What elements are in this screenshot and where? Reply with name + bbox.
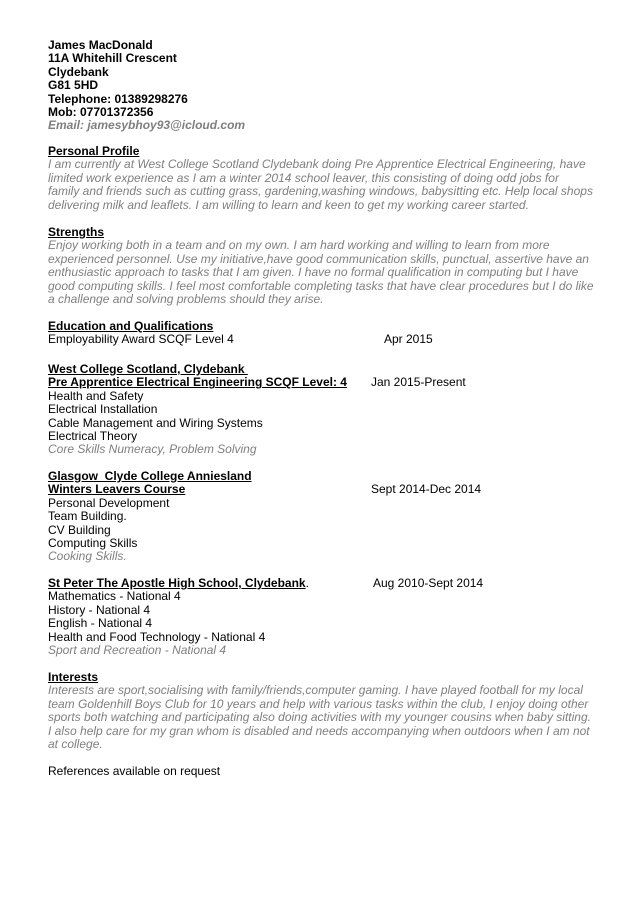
stp-item-last: Sport and Recreation - National 4 — [48, 642, 227, 657]
contact-telephone: Telephone: 01389298276 — [48, 91, 188, 106]
education-section — [48, 320, 596, 347]
strengths-line: a challenge and solving problems should they arise. — [48, 291, 324, 306]
gcc-item: Personal Development — [48, 495, 170, 510]
strengths-heading: Strengths — [48, 225, 105, 239]
stp-school: St Peter The Apostle High School, Clydebank — [48, 576, 306, 590]
interests-line: at college. — [48, 736, 103, 751]
interests-line: Interests are sport,socialising with family/friends,computer gaming. I have played football for my local — [48, 683, 583, 698]
interests-heading: Interests — [48, 670, 99, 684]
strengths-line: good computing skills. I feel most comfortable completing tasks that have clear procedures but I do like — [48, 278, 594, 293]
profile-line: family and friends such as cutting grass, gardening,washing windows, babysitting etc. Help local shops — [48, 184, 593, 199]
gcc-item-last: Cooking Skills. — [48, 549, 127, 564]
stp-item: History - National 4 — [48, 602, 151, 617]
stp-school-suffix: . — [305, 576, 309, 590]
wcs-item: Electrical Theory — [48, 428, 138, 443]
personal-profile-section — [48, 145, 596, 212]
stp-item: Health and Food Technology - National 4 — [48, 629, 266, 644]
contact-address-line-2: Clydebank — [48, 64, 109, 79]
contact-name: James MacDonald — [48, 38, 153, 52]
wcs-course: Pre Apprentice Electrical Engineering SCQF Level: 4 — [48, 375, 347, 390]
interests-line: I also help care for my gran whom is disabled and needs accompanying when outdoors when I am not — [48, 723, 590, 738]
stp-school-line — [48, 577, 596, 590]
wcs-item: Health and Safety — [48, 388, 144, 403]
gcc-course: Winters Leavers Course — [48, 482, 186, 497]
contact-email: Email: jamesybhoy93@icloud.com — [48, 118, 246, 133]
profile-line: I am currently at West College Scotland Clydebank doing Pre Apprentice Electrical Engineering, have — [48, 157, 586, 172]
strengths-line: Enjoy working both in a team and on my own. I am hard working and willing to learn from more — [48, 238, 550, 253]
references-text: References available on request — [48, 764, 221, 778]
education-wcs — [48, 363, 596, 457]
wcs-item-last: Core Skills Numeracy, Problem Solving — [48, 442, 257, 457]
profile-line: limited work experience as I am a winter 2014 school leaver, this consisting of doing odd jobs for — [48, 170, 559, 185]
contact-address-line-1: 11A Whitehill Crescent — [48, 51, 177, 66]
strengths-line: experienced personnel. Use my initiative,have good communication skills, punctual, assertive have an — [48, 251, 589, 266]
contact-block — [48, 39, 596, 133]
interests-line: sports both watching and participating also doing activities with my younger cousins when baby sitting. — [48, 710, 591, 725]
education-gcc — [48, 470, 596, 564]
strengths-line: enthusiastic approach to tasks that I am given. I have no formal qualification in computing but I have — [48, 265, 579, 280]
gcc-date: Sept 2014-Dec 2014 — [371, 482, 482, 497]
gcc-item: Team Building. — [48, 509, 127, 524]
award-date: Apr 2015 — [384, 332, 433, 347]
strengths-section — [48, 226, 596, 306]
contact-mobile: Mob: 07701372356 — [48, 104, 154, 119]
gcc-item: Computing Skills — [48, 535, 138, 550]
wcs-date: Jan 2015-Present — [371, 375, 466, 390]
interests-line: team Goldenhill Boys Club for 10 years and help with various tasks within the club, I enjoy doing other — [48, 696, 589, 711]
wcs-item: Cable Management and Wiring Systems — [48, 415, 263, 430]
education-stp — [48, 577, 596, 657]
education-heading: Education and Qualifications — [48, 319, 214, 333]
references-section — [48, 765, 596, 778]
personal-profile-heading: Personal Profile — [48, 144, 140, 158]
contact-postcode: G81 5HD — [48, 78, 99, 93]
wcs-item: Electrical Installation — [48, 402, 158, 417]
award-title: Employability Award SCQF Level 4 — [48, 332, 234, 347]
stp-item: Mathematics - National 4 — [48, 589, 181, 604]
wcs-school: West College Scotland, Clydebank — [48, 362, 248, 376]
interests-section — [48, 671, 596, 751]
profile-line: delivering milk and leaflets. I am willing to learn and keen to get my working career started. — [48, 197, 529, 212]
stp-item: English - National 4 — [48, 616, 153, 631]
stp-date: Aug 2010-Sept 2014 — [373, 576, 484, 590]
gcc-school: Glasgow Clyde College Anniesland — [48, 469, 252, 483]
gcc-item: CV Building — [48, 522, 111, 537]
